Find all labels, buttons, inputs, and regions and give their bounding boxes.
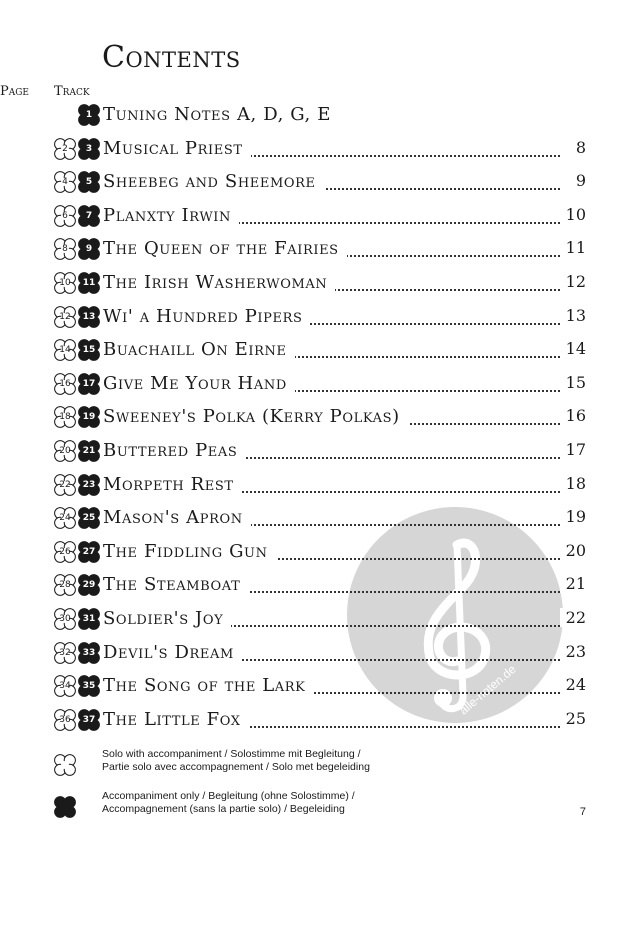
track-icons	[52, 705, 102, 735]
track-number: 13	[82, 311, 96, 322]
track-number: 1	[85, 110, 93, 120]
track-icons	[52, 268, 102, 298]
outline-clover-icon	[52, 673, 78, 699]
contents-entry	[0, 537, 640, 567]
contents-entry	[0, 470, 640, 500]
contents-entry	[0, 671, 640, 701]
track-icons	[52, 100, 102, 130]
legend-line: Partie solo avec accompagnement / Solo met begeleiding	[102, 761, 370, 773]
track-number: 24	[59, 513, 71, 524]
track-icons	[52, 436, 102, 466]
piece-title: Mason's Apron	[103, 507, 251, 528]
page-ref: 20	[560, 541, 586, 560]
piece-title: The Irish Washerwoman	[103, 272, 335, 293]
track-icons	[52, 604, 102, 634]
track-number: 27	[82, 546, 96, 557]
contents-entry	[0, 503, 640, 533]
outline-clover-icon	[52, 472, 78, 498]
track-number: 18	[59, 412, 71, 423]
page-ref: 17	[560, 440, 586, 459]
piece-title: Wi' a Hundred Pipers	[103, 306, 310, 327]
track-number: 11	[82, 278, 96, 288]
piece-title: Morpeth Rest	[103, 474, 242, 495]
piece-title: Sheebeg and Sheemore	[103, 171, 324, 192]
outline-clover-icon	[52, 707, 78, 733]
track-icons	[52, 537, 102, 567]
outline-clover-icon	[52, 606, 78, 632]
filled-clover-icon	[52, 794, 78, 820]
filled-clover-icon	[76, 337, 102, 363]
outline-clover-icon	[52, 169, 78, 195]
piece-title: Tuning Notes A, D, G, E	[103, 104, 339, 125]
track-icons	[52, 167, 102, 197]
track-icons	[52, 134, 102, 164]
track-number: 21	[82, 446, 96, 456]
filled-clover-icon	[76, 102, 102, 128]
track-number: 4	[62, 177, 68, 188]
page-ref: 21	[560, 574, 586, 593]
track-number: 17	[82, 378, 96, 389]
track-number: 25	[82, 513, 96, 524]
filled-clover-icon	[76, 371, 102, 397]
outline-clover-icon	[52, 505, 78, 531]
filled-clover-icon	[76, 438, 102, 464]
track-number: 14	[59, 345, 71, 356]
outline-clover-icon	[52, 203, 78, 229]
legend-line: Accompaniment only / Begleitung (ohne Solostimme) /	[102, 790, 355, 802]
contents-entry	[0, 201, 640, 231]
track-number: 23	[82, 479, 96, 490]
track-number: 5	[85, 177, 93, 188]
outline-clover-icon	[52, 337, 78, 363]
track-number: 34	[59, 681, 71, 692]
piece-title: The Little Fox	[103, 709, 249, 730]
legend-item-accompaniment	[52, 790, 592, 824]
track-icons	[52, 470, 102, 500]
piece-title: The Fiddling Gun	[103, 541, 276, 562]
filled-clover-icon	[76, 640, 102, 666]
track-number: 33	[82, 647, 96, 658]
outline-clover-icon	[52, 270, 78, 296]
track-number: 26	[59, 546, 71, 557]
piece-title: Buachaill On Eirne	[103, 339, 295, 360]
track-icons	[52, 234, 102, 264]
outline-clover-icon	[52, 404, 78, 430]
filled-clover-icon	[76, 472, 102, 498]
outline-clover-icon	[52, 371, 78, 397]
page-ref: 11	[560, 238, 586, 257]
watermark-text: alle-noten.de	[456, 662, 519, 718]
contents-entry	[0, 402, 640, 432]
piece-title: Planxty Irwin	[103, 205, 239, 226]
track-number: 16	[59, 378, 71, 389]
piece-title: The Song of the Lark	[103, 675, 313, 696]
track-icons	[52, 570, 102, 600]
track-icons	[52, 402, 102, 432]
track-number: 12	[59, 311, 71, 322]
track-icons	[52, 369, 102, 399]
track-number: 2	[62, 143, 68, 154]
track-number: 3	[85, 143, 93, 154]
track-number: 10	[59, 278, 71, 288]
track-number: 36	[59, 714, 71, 725]
page-ref: 16	[560, 406, 586, 425]
page-ref: 25	[560, 709, 586, 728]
contents-entry	[0, 134, 640, 164]
piece-title: Give Me Your Hand	[103, 373, 295, 394]
page-ref: 18	[560, 474, 586, 493]
track-icons	[52, 671, 102, 701]
page-ref: 24	[560, 675, 586, 694]
track-number: 28	[59, 580, 71, 591]
piece-title: Musical Priest	[103, 138, 251, 159]
outline-clover-icon	[52, 438, 78, 464]
piece-title: Buttered Peas	[103, 440, 245, 461]
contents-entry	[0, 638, 640, 668]
outline-clover-icon	[52, 640, 78, 666]
legend-item-solo	[52, 748, 592, 782]
page-ref: 23	[560, 642, 586, 661]
legend-text-accompaniment	[102, 790, 355, 816]
piece-title: Sweeney's Polka (Kerry Polkas)	[103, 406, 408, 427]
page-ref: 15	[560, 373, 586, 392]
outline-clover-icon	[52, 572, 78, 598]
piece-title: The Queen of the Fairies	[103, 238, 347, 259]
piece-title: Soldier's Joy	[103, 608, 231, 629]
page-ref: 12	[560, 272, 586, 291]
contents-entry	[0, 234, 640, 264]
outline-clover-icon	[52, 136, 78, 162]
track-number: 8	[62, 244, 68, 255]
track-number: 35	[82, 681, 96, 692]
filled-clover-icon	[76, 539, 102, 565]
track-number: 31	[82, 614, 96, 624]
track-number: 37	[82, 714, 96, 725]
filled-clover-icon	[76, 169, 102, 195]
track-icons	[52, 335, 102, 365]
filled-clover-icon	[76, 136, 102, 162]
piece-title: The Steamboat	[103, 574, 248, 595]
contents-entry	[0, 268, 640, 298]
track-number: 22	[59, 479, 71, 490]
contents-entry	[0, 436, 640, 466]
filled-clover-icon	[76, 304, 102, 330]
outline-clover-icon	[52, 304, 78, 330]
page-ref: 14	[560, 339, 586, 358]
track-number: 20	[59, 446, 71, 456]
legend-text-solo	[102, 748, 370, 774]
page-ref: 9	[560, 171, 586, 190]
outline-clover-icon	[52, 539, 78, 565]
filled-clover-icon	[76, 673, 102, 699]
track-number: 32	[59, 647, 71, 658]
filled-clover-icon	[76, 606, 102, 632]
page-ref: 10	[560, 205, 586, 224]
contents-entry	[0, 705, 640, 735]
filled-clover-icon	[76, 505, 102, 531]
piece-title: Devil's Dream	[103, 642, 242, 663]
contents-entry	[0, 604, 640, 634]
track-number: 15	[82, 345, 96, 356]
track-icons	[52, 503, 102, 533]
track-number: 6	[62, 210, 68, 221]
track-icons	[52, 302, 102, 332]
contents-entry	[0, 570, 640, 600]
page-ref: 8	[560, 138, 586, 157]
page-column-header: Page	[0, 84, 30, 99]
filled-clover-icon	[76, 203, 102, 229]
contents-entry	[0, 302, 640, 332]
contents-entry	[0, 335, 640, 365]
legend-line: Solo with accompaniment / Solostimme mit Begleitung /	[102, 748, 361, 760]
track-number: 9	[85, 244, 93, 255]
contents-entry	[0, 369, 640, 399]
page-ref: 22	[560, 608, 586, 627]
track-number: 29	[82, 580, 96, 591]
track-number: 30	[59, 614, 71, 624]
filled-clover-icon	[76, 236, 102, 262]
track-number: 19	[82, 412, 96, 423]
filled-clover-icon	[76, 707, 102, 733]
track-icons	[52, 638, 102, 668]
filled-clover-icon	[76, 404, 102, 430]
outline-clover-icon	[52, 236, 78, 262]
filled-clover-icon	[76, 270, 102, 296]
page-title: Contents	[102, 40, 241, 75]
contents-entry	[0, 100, 640, 130]
contents-entry	[0, 167, 640, 197]
track-column-header: Track	[54, 84, 90, 99]
legend-line: Accompagnement (sans la partie solo) / Begeleiding	[102, 803, 345, 815]
filled-clover-icon	[76, 572, 102, 598]
track-number: 7	[85, 210, 93, 221]
page-number: 7	[579, 806, 586, 818]
page-ref: 13	[560, 306, 586, 325]
page-ref: 19	[560, 507, 586, 526]
outline-clover-icon	[52, 752, 78, 778]
track-icons	[52, 201, 102, 231]
